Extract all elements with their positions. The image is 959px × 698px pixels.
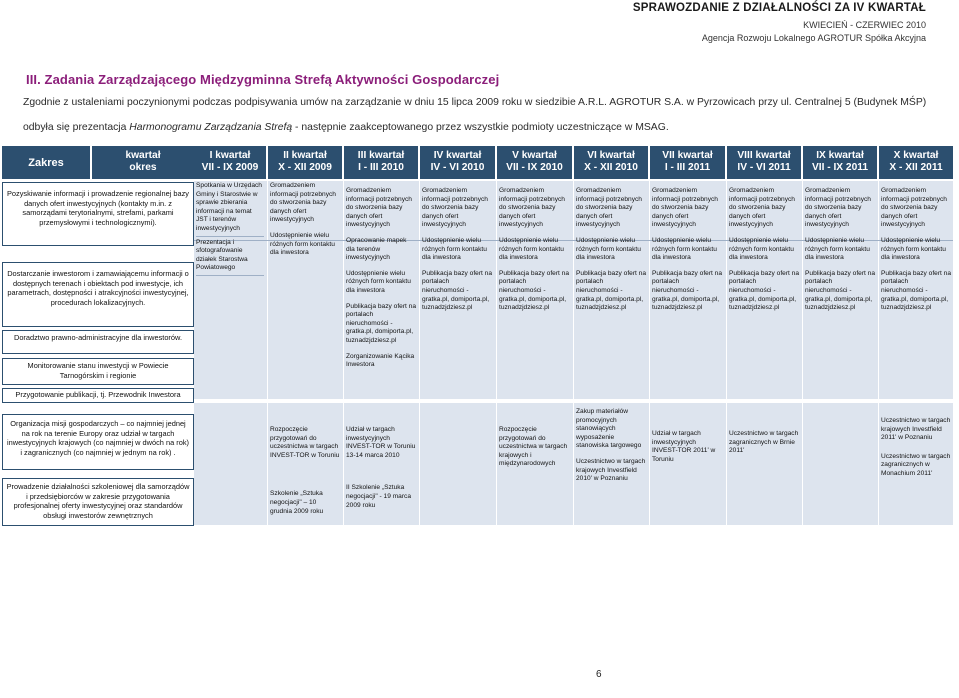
activity-item: Gromadzeniem informacji potrzebnych do stworzenia bazy danych ofert inwestycyjnych [499,187,565,229]
column-separator [267,403,268,525]
zakres-header: Zakres [2,146,90,179]
scope-row-training: Prowadzenie działalności szkoleniowej dla samorządów i przedsiębiorców w zakresie przygotowania profesjonalnej oferty inwestycyjnej oraz standardów obsługi inwestorów zewnętrznych [2,478,194,526]
activity-item: Gromadzeniem informacji potrzebnych do stworzenia bazy danych ofert inwestycyjnych [652,187,718,229]
quarter-events-cell [270,426,340,523]
column-separator [649,403,650,525]
quarter-label: I kwartał [209,150,251,161]
quarter-header-7 [650,146,725,179]
activity-item: Uczestnictwo w targach zagranicznych w Brnie 2011' [729,430,799,455]
quarter-period: IV - VI 2010 [430,162,485,173]
column-separator [878,181,879,399]
column-separator [573,181,574,399]
quarter-period: X - XII 2010 [584,162,638,173]
scope-row-monitoring: Monitorowanie stanu inwestycji w Powiecie Tarnogórskim i regionie [2,358,194,385]
activity-item: Udostępnienie wielu różnych form kontaktu dla inwestora [881,236,946,262]
activity-item: Udostępnienie wielu różnych form kontaktu dla inwestora [805,236,870,262]
activity-item: Publikacja bazy ofert na portalach nieruchomości - gratka.pl, domiporta.pl, tuznadzjdziesz.pl [652,269,723,312]
activity-item: Gromadzeniem informacji potrzebnych do stworzenia bazy danych ofert inwestycyjnych [805,187,871,229]
quarter-period: VII - IX 2009 [201,162,259,173]
column-separator [267,181,268,399]
activity-item: Publikacja bazy ofert na portalach nieruchomości - gratka.pl, domiporta.pl, tuznadzjdziesz.pl [729,269,800,312]
activity-item: Zakup materiałów promocyjnych stanowiących wyposażenie stanowiska targowego [576,408,642,450]
quarter-events-cell [729,430,799,463]
column-separator [573,403,574,525]
column-separator [802,403,803,525]
quarter-events-cell [881,417,951,486]
quarter-period: X - XII 2009 [278,162,332,173]
activity-item: Publikacja bazy ofert na portalach nieruchomości - gratka.pl, domiporta.pl, tuznadzjdziesz.pl [346,302,417,344]
activity-item: Gromadzeniem informacji potrzebnych do stworzenia bazy danych ofert inwestycyjnych [729,187,795,229]
column-separator [496,403,497,525]
quarter-label: V kwartał [512,150,557,161]
quarter-label: VI kwartał [587,150,635,161]
activity-item: Udostępnienie wielu różnych form kontaktu dla inwestora [270,231,335,257]
quarter-activities-cell [881,187,951,320]
quarter-events-cell [499,426,570,476]
quarter-activities-cell [346,187,416,377]
activity-item: Udział w targach inwestycyjnych INVEST-TOR 2011' w Toruniu [652,430,716,463]
quarter-label: II kwartał [283,150,327,161]
quarter-activities-cell [270,182,340,265]
intro-text-post: - następnie zaakceptowanego przez wszystkie podmioty uczestniczące w MSAG. [292,122,669,133]
quarter-header-5 [497,146,572,179]
quarter-activities-cell [576,187,646,320]
activity-item: II Szkolenie „Sztuka negocjacji" - 19 marca 2009 roku [346,484,412,509]
page-number: 6 [596,669,602,680]
section-title: III. Zadania Zarządzającego Międzygminna Strefą Aktywności Gospodarczej [26,72,500,87]
activity-item: Udział w targach inwestycyjnych INVEST-TOR w Toruniu 13-14 marca 2010 [346,426,416,459]
column-separator [496,181,497,399]
quarter-activities-cell [422,187,493,320]
activity-item: Udostępnienie wielu różnych form kontaktu dla inwestora [729,236,794,262]
intro-line-1: Zgodnie z ustaleniami poczynionymi podczas podpisywania umów na zarządzanie w dniu 15 lipca 2009 roku w siedzibie A.R.L. AGROTUR S.A. w Pyrzowicach przy ul. Centralnej 5 (Budynek MŚP) [23,97,927,108]
activity-item: Rozpoczęcie przygotowań do uczestnictwa w targach INVEST-TOR w Toruniu [270,426,340,459]
activity-item: Publikacja bazy ofert na portalach nieruchomości - gratka.pl, domiporta.pl, tuznadzjdziesz.pl [499,269,570,312]
activity-item: Gromadzeniem informacji potrzebnych do stworzenia bazy danych ofert inwestycyjnych [270,182,336,224]
activity-item: Gromadzeniem informacji potrzebnych do stworzenia bazy danych ofert inwestycyjnych [422,187,488,229]
quarter-header-8 [727,146,801,179]
quarter-period: VII - IX 2010 [506,162,563,173]
activity-item: Udostępnienie wielu różnych form kontaktu dla inwestora [576,236,641,262]
company-name: Agencja Rozwoju Lokalnego AGROTUR Spółka Akcyjna [701,33,926,43]
quarter-activities-cell [196,182,264,278]
scope-row-investor-info: Dostarczanie inwestorom i zamawiającemu informacji o dostępnych terenach i obiektach pod inwestycje, ich parametrach, dostępności i atrakcyjności inwestycyjnej, procedurach lokalizacyjnych. [2,262,194,327]
activity-item: Uczestnictwo w targach krajowych Investfield 2010' w Poznaniu [576,457,646,483]
activity-item: Publikacja bazy ofert na portalach nieruchomości - gratka.pl, domiporta.pl, tuznadzjdziesz.pl [576,269,647,312]
quarter-label: VIII kwartał [737,150,791,161]
activity-item: Udostępnienie wielu różnych form kontaktu dla inwestora [652,236,717,262]
quarter-events-cell [576,408,646,491]
quarter-label: X kwartał [893,150,939,161]
activity-item: Szkolenie „Sztuka negocjacji" – 10 grudnia 2009 roku [270,490,324,515]
quarter-header-10 [879,146,953,179]
okres-header [92,146,194,179]
column-separator [802,181,803,399]
scope-row-publication: Przygotowanie publikacji, tj. Przewodnik Inwestora [2,388,194,403]
okres-header-bottom: okres [129,162,157,173]
quarter-header-1 [194,146,266,179]
quarter-label: IV kwartał [433,150,482,161]
quarter-activities-cell [499,187,570,320]
activity-item: Gromadzeniem informacji potrzebnych do stworzenia bazy danych ofert inwestycyjnych [346,187,412,229]
column-separator [419,403,420,525]
column-separator [343,181,344,399]
okres-header-top: kwartał [125,150,161,161]
report-period: KWIECIEŃ - CZERWIEC 2010 [803,20,926,30]
quarter-header-4 [420,146,495,179]
activity-item: Publikacja bazy ofert na portalach nieruchomości - gratka.pl, domiporta.pl, tuznadzjdziesz.pl [422,269,493,312]
column-separator [878,403,879,525]
quarter-activities-cell [652,187,723,320]
activity-item: Opracowanie mapek dla terenów inwestycyjnych [346,236,407,262]
activity-item: Rozpoczęcie przygotowań do uczestnictwa w targach krajowych i międzynarodowych [499,426,568,468]
activity-item: Gromadzeniem informacji potrzebnych do stworzenia bazy danych ofert inwestycyjnych [576,187,642,229]
quarter-period: I - III 2010 [358,162,404,173]
intro-text-italic: Harmonogramu Zarządzania Strefą [129,122,293,133]
activity-item: Udostępnienie wielu różnych form kontaktu dla inwestora [499,236,564,262]
quarter-label: IX kwartał [816,150,864,161]
quarter-period: I - III 2011 [664,162,711,173]
scope-row-database: Pozyskiwanie informacji i prowadzenie regionalnej bazy danych ofert inwestycyjnych (kontakty m.in. z samorządami terytorialnymi, strefami, parkami przemysłowymi i technologicznymi). [2,182,194,246]
quarter-period: VII - IX 2011 [811,162,869,173]
column-separator [343,403,344,525]
quarter-label: VII kwartał [662,150,713,161]
quarter-header-9 [803,146,877,179]
activity-item: Publikacja bazy ofert na portalach nieruchomości - gratka.pl, domiporta.pl, tuznadzjdziesz.pl [805,269,876,312]
activity-item: Gromadzeniem informacji potrzebnych do stworzenia bazy danych ofert inwestycyjnych [881,187,947,229]
activity-item: Prezentacja i sfotografowanie działek Starostwa Powiatowego [196,239,264,276]
column-separator [419,181,420,399]
report-title: SPRAWOZDANIE Z DZIAŁALNOŚCI ZA IV KWARTAŁ [632,2,926,14]
scope-row-fairs: Organizacja misji gospodarczych – co najmniej jednej na rok na terenie Europy oraz udział w targach inwestycyjnych krajowych (co najmniej w dwóch na rok) i zagranicznych (co najmniej w jednym na rok) . [2,414,194,470]
quarter-period: X - XII 2011 [889,162,943,173]
activity-item: Udostępnienie wielu różnych form kontaktu dla inwestora [422,236,487,262]
intro-line-2 [23,122,669,133]
activity-item: Spotkania w Urzędach Gminy i Starostwie w sprawie zbierania informacji na temat JST i terenów inwestycyjnych [196,182,264,237]
intro-text-pre: odbyła się prezentacja [23,122,130,133]
column-separator [726,403,727,525]
activity-item: Uczestnictwo w targach krajowych Investfield 2011' w Poznaniu [881,417,951,442]
quarter-label: III kwartał [357,150,405,161]
column-separator [726,181,727,399]
quarter-header-3 [344,146,418,179]
quarter-activities-cell [729,187,799,320]
quarter-period: IV - VI 2011 [737,162,791,173]
quarter-events-cell [346,426,416,517]
activity-item: Uczestnictwo w targach zagranicznych w Monachium 2011' [881,452,951,477]
quarter-events-cell [652,430,723,471]
quarter-header-2 [268,146,342,179]
scope-row-legal-advice: Doradztwo prawno-administracyjne dla inwestorów. [2,330,194,354]
column-separator [649,181,650,399]
quarter-header-6 [574,146,648,179]
activity-item: Publikacja bazy ofert na portalach nieruchomości - gratka.pl, domiporta.pl, tuznadzjdziesz.pl [881,269,952,312]
quarter-activities-cell [805,187,875,320]
activity-item: Udostępnienie wielu różnych form kontaktu dla inwestora [346,269,411,294]
activity-item: Zorganizowanie Kącika Inwestora [346,352,415,369]
